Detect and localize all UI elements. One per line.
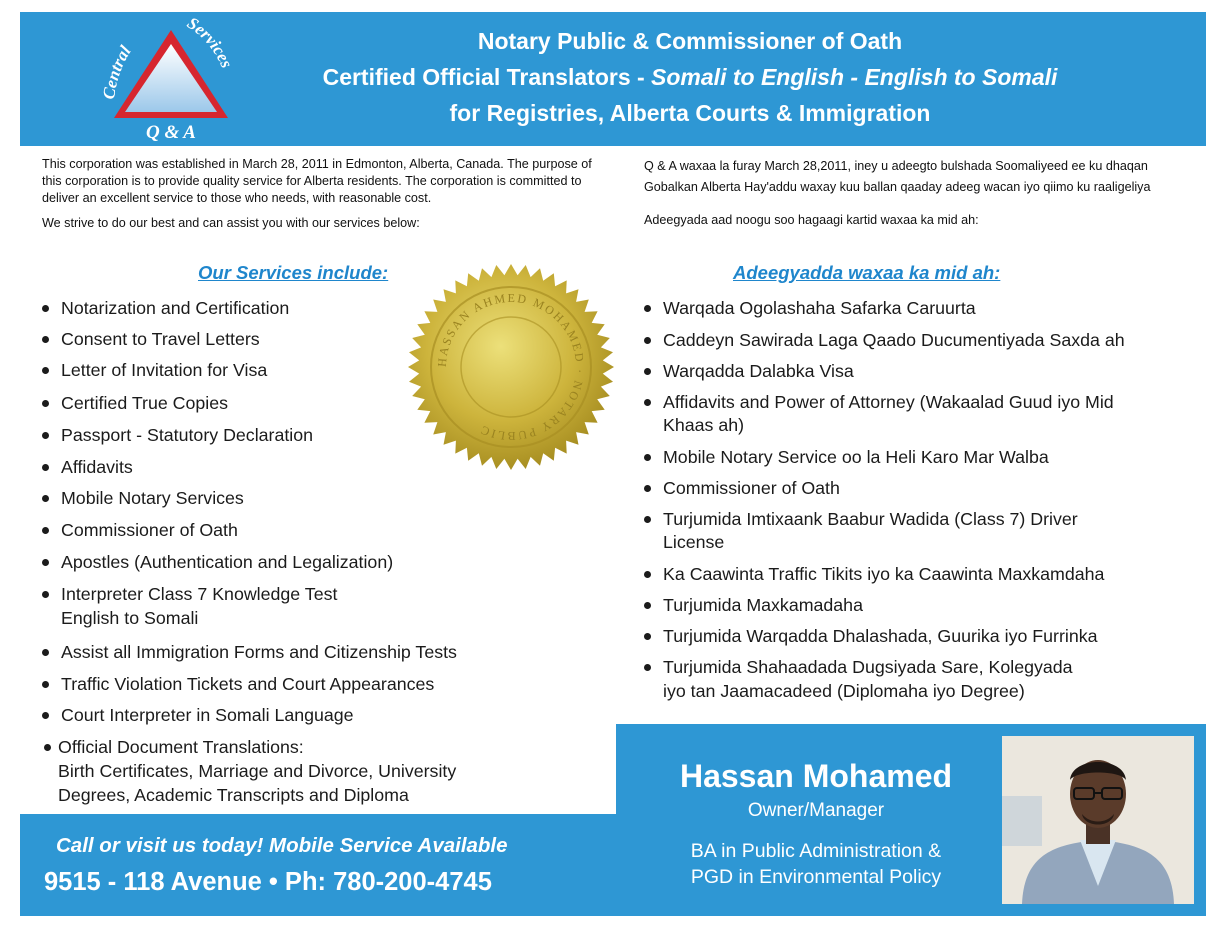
owner-panel — [616, 724, 1206, 916]
svg-text:Central — [99, 42, 135, 100]
central-services-logo — [96, 8, 246, 144]
header-line-1: Notary Public & Commissioner of Oath — [477, 28, 903, 54]
seal-text: HASSAN AHMED MOHAMED · NOTARY PUBLIC — [434, 290, 588, 444]
degree-line-1: BA in Public Administration & — [690, 840, 942, 862]
header-line-2-a: Certified Official Translators - — [322, 64, 652, 90]
owner-name: Hassan Mohamed — [679, 758, 953, 794]
call-to-action: Call or visit us today! Mobile Service Available — [56, 834, 508, 857]
header-line-2 — [255, 59, 1125, 95]
header-line-2-b: Somali to English - English to Somali — [651, 64, 1058, 90]
contact-banner — [20, 814, 616, 916]
header-title — [255, 23, 1125, 131]
address-phone: 9515 - 118 Avenue • Ph: 780-200-4745 — [44, 868, 492, 896]
degree-line-2: PGD in Environmental Policy — [690, 866, 942, 888]
intro-english: This corporation was established in March 28, 2011 in Edmonton, Alberta, Canada. The purpose of this corporation is to provide quality service for Alberta residents. The corporation is committed to deliver an excellent service to those who needs, with reasonable cost. — [42, 157, 592, 205]
logo-text-qa: Q & A — [146, 122, 196, 143]
header-line-3: for Registries, Alberta Courts & Immigration — [449, 100, 931, 126]
services-title-somali: Adeegyadda waxaa ka mid ah: — [733, 262, 1001, 283]
logo-text-services: Services — [183, 13, 237, 71]
right-intro — [644, 156, 1204, 227]
services-title-english: Our Services include: — [198, 262, 389, 283]
owner-degrees — [656, 838, 976, 890]
owner-photo — [1002, 736, 1194, 904]
owner-role: Owner/Manager — [747, 800, 885, 821]
strive-english: We strive to do our best and can assist you with our services below: — [42, 216, 420, 230]
intro-somali: Q & A waxaa la furay March 28,2011, iney u adeegto bulshada Soomaliyeed ee ku dhaqan Gobalkan Alberta Hay'addu waxay kuu ballan qaaday adeeg wacan iyo qiimo ku raaligeliya — [644, 159, 1151, 194]
notary-seal-icon — [406, 262, 616, 472]
portrait-icon — [1002, 736, 1194, 904]
strive-somali: Adeegyada aad noogu soo hagaagi kartid waxaa ka mid ah: — [644, 213, 979, 227]
logo-text-central: Central — [99, 42, 135, 101]
left-intro — [42, 156, 602, 230]
